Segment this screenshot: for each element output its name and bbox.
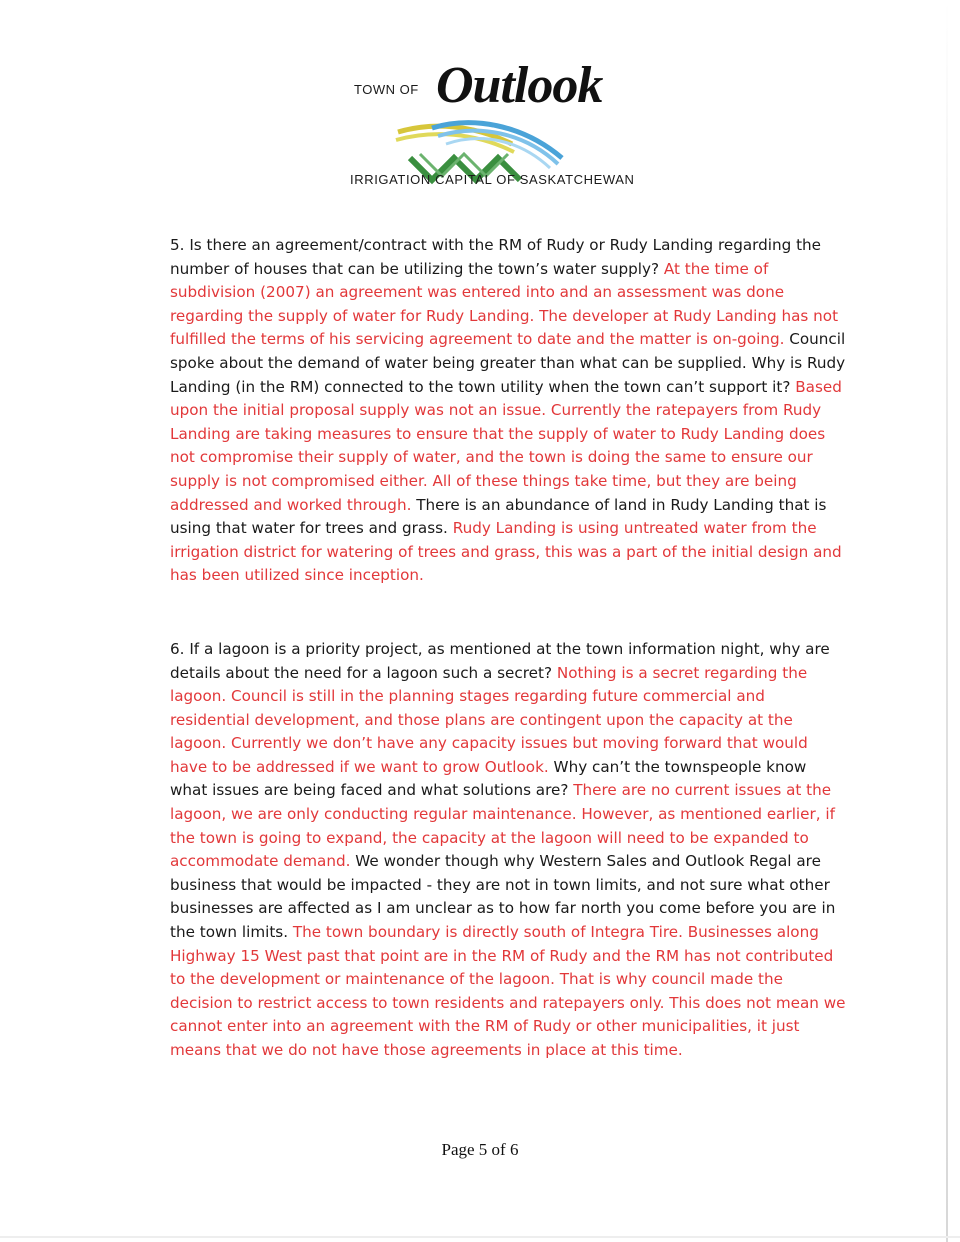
- question-text: We wonder though why Western Sales and Outlook Regal are business that would be impacted - they are not in town limits, and not sure what other businesses are affected as I am unclear as to how far north you come before you are in the town limits.: [170, 852, 836, 942]
- document-body: [170, 234, 846, 1113]
- answer-text: At the time of subdivision (2007) an agreement was entered into and an assessment was done regarding the supply of water for Rudy Landing. The developer at Rudy Landing has not fulfilled the terms of his servicing agreement to date and the matter is on-going.: [170, 259, 839, 349]
- answer-text: Rudy Landing is using untreated water from the irrigation district for watering of trees and grass, this was a part of the initial design and has been utilized since inception.: [170, 519, 842, 585]
- question-text: Council spoke about the demand of water being greater than what can be supplied. Why is Rudy Landing (in the RM) connected to the town utility when the town can’t support it?: [170, 330, 846, 396]
- page-edge-shadow: [946, 0, 948, 1242]
- letterhead-town-name: Outlook: [436, 57, 603, 114]
- letterhead-tagline: IRRIGATION CAPITAL OF SASKATCHEWAN: [350, 172, 635, 187]
- question-text: Why can’t the townspeople know what issues are being faced and what solutions are?: [170, 757, 807, 800]
- letterhead-town-of: TOWN OF: [354, 82, 419, 97]
- page-bottom-edge: [0, 1236, 960, 1238]
- letterhead: [330, 56, 640, 196]
- answer-text: There are no current issues at the lagoon, we are only conducting regular maintenance. However, as mentioned earlier, if the town is going to expand, the capacity at the lagoon will need to be expanded to accommodate demand.: [170, 781, 835, 871]
- page-number: Page 5 of 6: [441, 1140, 519, 1159]
- question-text: 6. If a lagoon is a priority project, as mentioned at the town information night, why are details about the need for a lagoon such a secret?: [170, 639, 830, 682]
- answer-text: Based upon the initial proposal supply was not an issue. Currently the ratepayers from Rudy Landing are taking measures to ensure that the supply of water to Rudy Landing does not compromise their supply of water, and the town is doing the same to ensure our supply is not compromised either. All of these things take time, but they are being addressed and worked through.: [170, 377, 842, 514]
- question-text: 5. Is there an agreement/contract with the RM of Rudy or Rudy Landing regarding the number of houses that can be utilizing the town’s water supply?: [170, 236, 822, 278]
- question-text: There is an abundance of land in Rudy Landing that is using that water for trees and grass.: [170, 495, 827, 538]
- answer-text: The town boundary is directly south of Integra Tire. Businesses along Highway 15 West past that point are in the RM of Rudy and the RM has not contributed to the development or maintenance of the lagoon. That is why council made the decision to restrict access to town residents and ratepayers only. This does not mean we cannot enter into an agreement with the RM of Rudy or other municipalities, it just means that we do not have those agreements in place at this time.: [170, 923, 846, 1059]
- qa-item-5: [170, 234, 846, 588]
- qa-item-6: [170, 638, 846, 1063]
- answer-text: Nothing is a secret regarding the lagoon. Council is still in the planning stages regarding future commercial and residential development, and those plans are contingent upon the capacity at the lagoon. Currently we don’t have any capacity issues but moving forward that would have to be addressed if we want to grow Outlook.: [170, 663, 808, 776]
